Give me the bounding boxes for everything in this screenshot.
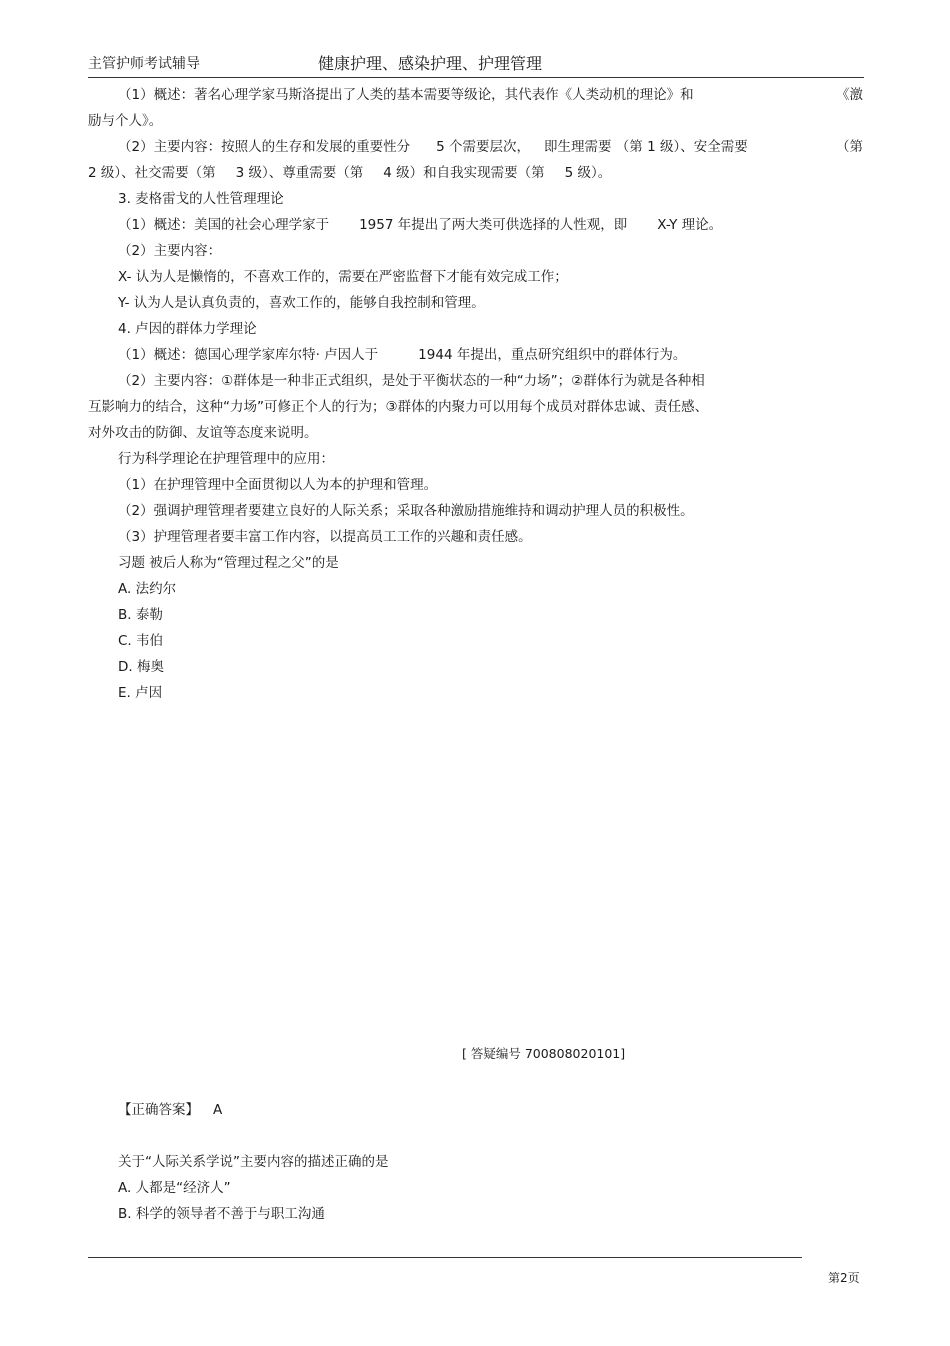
maslow-content-text-3: 即生理需要 （第 1 级）、安全需要 xyxy=(543,139,748,155)
header-divider xyxy=(88,77,864,78)
qa-id: [ 答疑编号 700808020101] xyxy=(462,1046,626,1061)
maslow-overview-line2: 励与个人》。 xyxy=(88,113,163,129)
question-2-option-b: B. 科学的领导者不善于与职工沟通 xyxy=(118,1206,325,1222)
correct-answer xyxy=(118,1101,222,1119)
maslow-content-line1 xyxy=(118,138,748,156)
maslow-content-line2 xyxy=(88,164,611,182)
question-1-option-c: C. 韦伯 xyxy=(118,633,164,649)
mcgregor-overview-text-1: （1）概述：美国的社会心理学家于 xyxy=(118,217,330,233)
mcgregor-theory-x: X- 认为人是懒惰的，不喜欢工作的，需要在严密监督下才能有效完成工作； xyxy=(118,269,568,285)
lewin-heading: 4. 卢因的群体力学理论 xyxy=(118,321,257,337)
mcgregor-content-label: （2）主要内容： xyxy=(118,243,222,259)
question-1-stem: 习题 被后人称为“管理过程之父”的是 xyxy=(118,555,339,571)
correct-answer-value: A xyxy=(213,1102,223,1118)
maslow-level-4-text: 3 级）、尊重需要（第 xyxy=(235,165,364,181)
mcgregor-heading: 3. 麦格雷戈的人性管理理论 xyxy=(118,191,284,207)
correct-answer-label: 【正确答案】 xyxy=(118,1102,199,1118)
maslow-level-end-text: 5 级）。 xyxy=(564,165,612,181)
question-1-option-e: E. 卢因 xyxy=(118,685,163,701)
lewin-content-line2: 互影响力的结合，这种“力场”可修正个人的行为；③群体的内聚力可以用每个成员对群体忠诚、责任感、 xyxy=(88,399,709,415)
maslow-level-3-text: 2 级）、社交需要（第 xyxy=(88,165,216,181)
lewin-overview xyxy=(118,346,686,364)
application-item-3: （3）护理管理者要丰富工作内容，以提高员工工作的兴趣和责任感。 xyxy=(118,529,532,545)
page-number: 第2页 xyxy=(828,1271,860,1285)
mcgregor-overview xyxy=(118,216,722,234)
lewin-overview-text-2: 1944 年提出，重点研究组织中的群体行为。 xyxy=(418,347,687,363)
footer-divider xyxy=(88,1257,802,1258)
application-heading: 行为科学理论在护理管理中的应用： xyxy=(118,451,334,467)
question-1-option-b: B. 泰勒 xyxy=(118,607,163,623)
question-1-option-a: A. 法约尔 xyxy=(118,581,177,597)
header-course-name: 主管护师考试辅导 xyxy=(88,56,200,72)
lewin-content-line3: 对外攻击的防御、友谊等态度来说明。 xyxy=(88,425,318,441)
maslow-overview-text: （1）概述：著名心理学家马斯洛提出了人类的基本需要等级论，其代表作《人类动机的理论》和 xyxy=(118,87,694,103)
mcgregor-overview-text-2: 1957 年提出了两大类可供选择的人性观，即 xyxy=(359,217,628,233)
maslow-level-5-text: 4 级）和自我实现需要（第 xyxy=(383,165,545,181)
question-2-stem: 关于“人际关系学说”主要内容的描述正确的是 xyxy=(118,1154,389,1170)
mcgregor-overview-text-3: X-Y 理论。 xyxy=(657,217,723,233)
lewin-content-line1: （2）主要内容：①群体是一种非正式组织，是处于平衡状态的一种“力场”；②群体行为就是各种相 xyxy=(118,373,705,389)
maslow-overview-line1 xyxy=(118,86,694,104)
header-title: 健康护理、感染护理、护理管理 xyxy=(318,54,543,73)
lewin-overview-text-1: （1）概述：德国心理学家库尔特· 卢因人于 xyxy=(118,347,379,363)
application-item-1: （1）在护理管理中全面贯彻以人为本的护理和管理。 xyxy=(118,477,438,493)
mcgregor-theory-y: Y- 认为人是认真负责的，喜欢工作的，能够自我控制和管理。 xyxy=(118,295,485,311)
question-2-option-a: A. 人都是“经济人” xyxy=(118,1180,231,1196)
maslow-overview-tail: 《激 xyxy=(836,87,863,103)
maslow-content-text-1: （2）主要内容：按照人的生存和发展的重要性分 xyxy=(118,139,411,155)
maslow-content-tail: （第 xyxy=(836,139,863,155)
application-item-2: （2）强调护理管理者要建立良好的人际关系；采取各种激励措施维持和调动护理人员的积极性。 xyxy=(118,503,694,519)
question-1-option-d: D. 梅奥 xyxy=(118,659,164,675)
maslow-content-text-2: 5 个需要层次， xyxy=(436,139,530,155)
